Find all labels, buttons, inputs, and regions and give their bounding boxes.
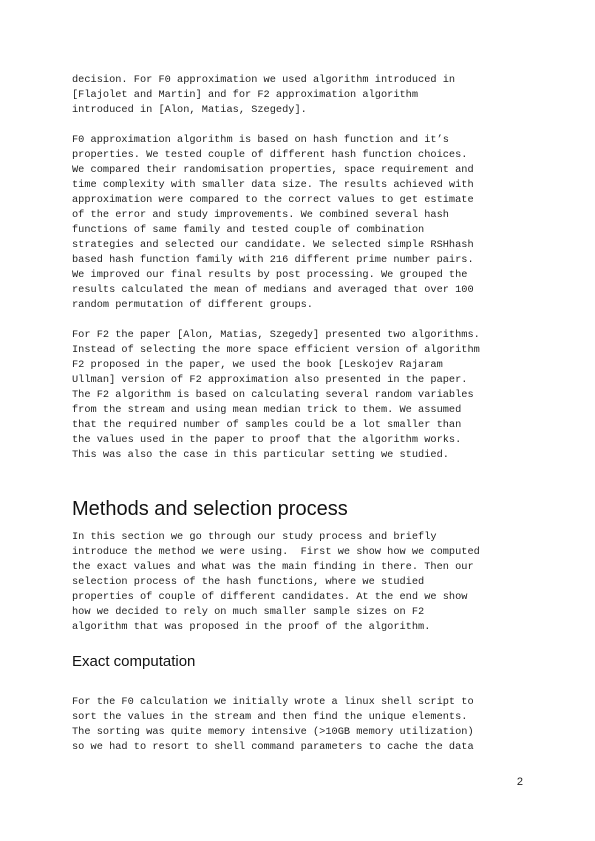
text-line: random permutation of different groups. [72,299,313,311]
text-line: the values used in the paper to proof that the algorithm works. [72,434,462,446]
text-line: how we decided to rely on much smaller sample sizes on F2 [72,606,425,618]
text-line: Ullman] version of F2 approximation also presented in the paper. [72,374,468,386]
text-line: Instead of selecting the more space efficient version of algorithm [72,344,480,356]
text-line: In this section we go through our study process and briefly [72,531,437,543]
text-line: [Flajolet and Martin] and for F2 approximation algorithm [72,89,419,101]
text-line: time complexity with smaller data size. The results achieved with [72,179,474,191]
text-line: introduced in [Alon, Matias, Szegedy]. [72,104,307,116]
paragraph-f2-approximation [72,328,532,463]
paragraph-intro-continuation [72,73,532,118]
subsection-heading: Exact computation [72,653,196,670]
text-line: so we had to resort to shell command parameters to cache the data [72,741,474,753]
text-line: that the required number of samples could be a lot smaller than [72,419,462,431]
text-line: F0 approximation algorithm is based on hash function and it’s [72,134,449,146]
section-heading: Methods and selection process [72,498,348,520]
text-line: The F2 algorithm is based on calculating several random variables [72,389,474,401]
text-line: properties of couple of different candidates. At the end we show [72,591,468,603]
text-line: sort the values in the stream and then find the unique elements. [72,711,468,723]
paragraph-exact-computation [72,695,532,755]
text-line: F2 proposed in the paper, we used the book [Leskojev Rajaram [72,359,443,371]
text-line: of the error and study improvements. We combined several hash [72,209,449,221]
text-line: algorithm that was proposed in the proof of the algorithm. [72,621,431,633]
text-line: properties. We tested couple of different hash function choices. [72,149,468,161]
paragraph-f0-approximation [72,133,532,313]
text-line: The sorting was quite memory intensive (>10GB memory utilization) [72,726,474,738]
page-number: 2 [516,776,523,788]
text-line: functions of same family and tested couple of combination [72,224,425,236]
text-line: decision. For F0 approximation we used algorithm introduced in [72,74,456,86]
text-line: the exact values and what was the main finding in there. Then our [72,561,474,573]
text-line: from the stream and using mean median trick to them. We assumed [72,404,462,416]
text-line: We improved our final results by post processing. We grouped the [72,269,468,281]
text-line: For the F0 calculation we initially wrote a linux shell script to [72,696,474,708]
text-line: introduce the method we were using. First we show how we computed [72,546,480,558]
text-line: approximation were compared to the correct values to get estimate [72,194,474,206]
text-line: results calculated the mean of medians and averaged that over 100 [72,284,474,296]
text-line: based hash function family with 216 different prime number pairs. [72,254,474,266]
text-line: strategies and selected our candidate. We selected simple RSHhash [72,239,474,251]
text-line: We compared their randomisation properties, space requirement and [72,164,474,176]
text-line: For F2 the paper [Alon, Matias, Szegedy] presented two algorithms. [72,329,480,341]
text-line: This was also the case in this particular setting we studied. [72,449,449,461]
paragraph-methods-intro [72,530,532,635]
text-line: selection process of the hash functions, where we studied [72,576,425,588]
